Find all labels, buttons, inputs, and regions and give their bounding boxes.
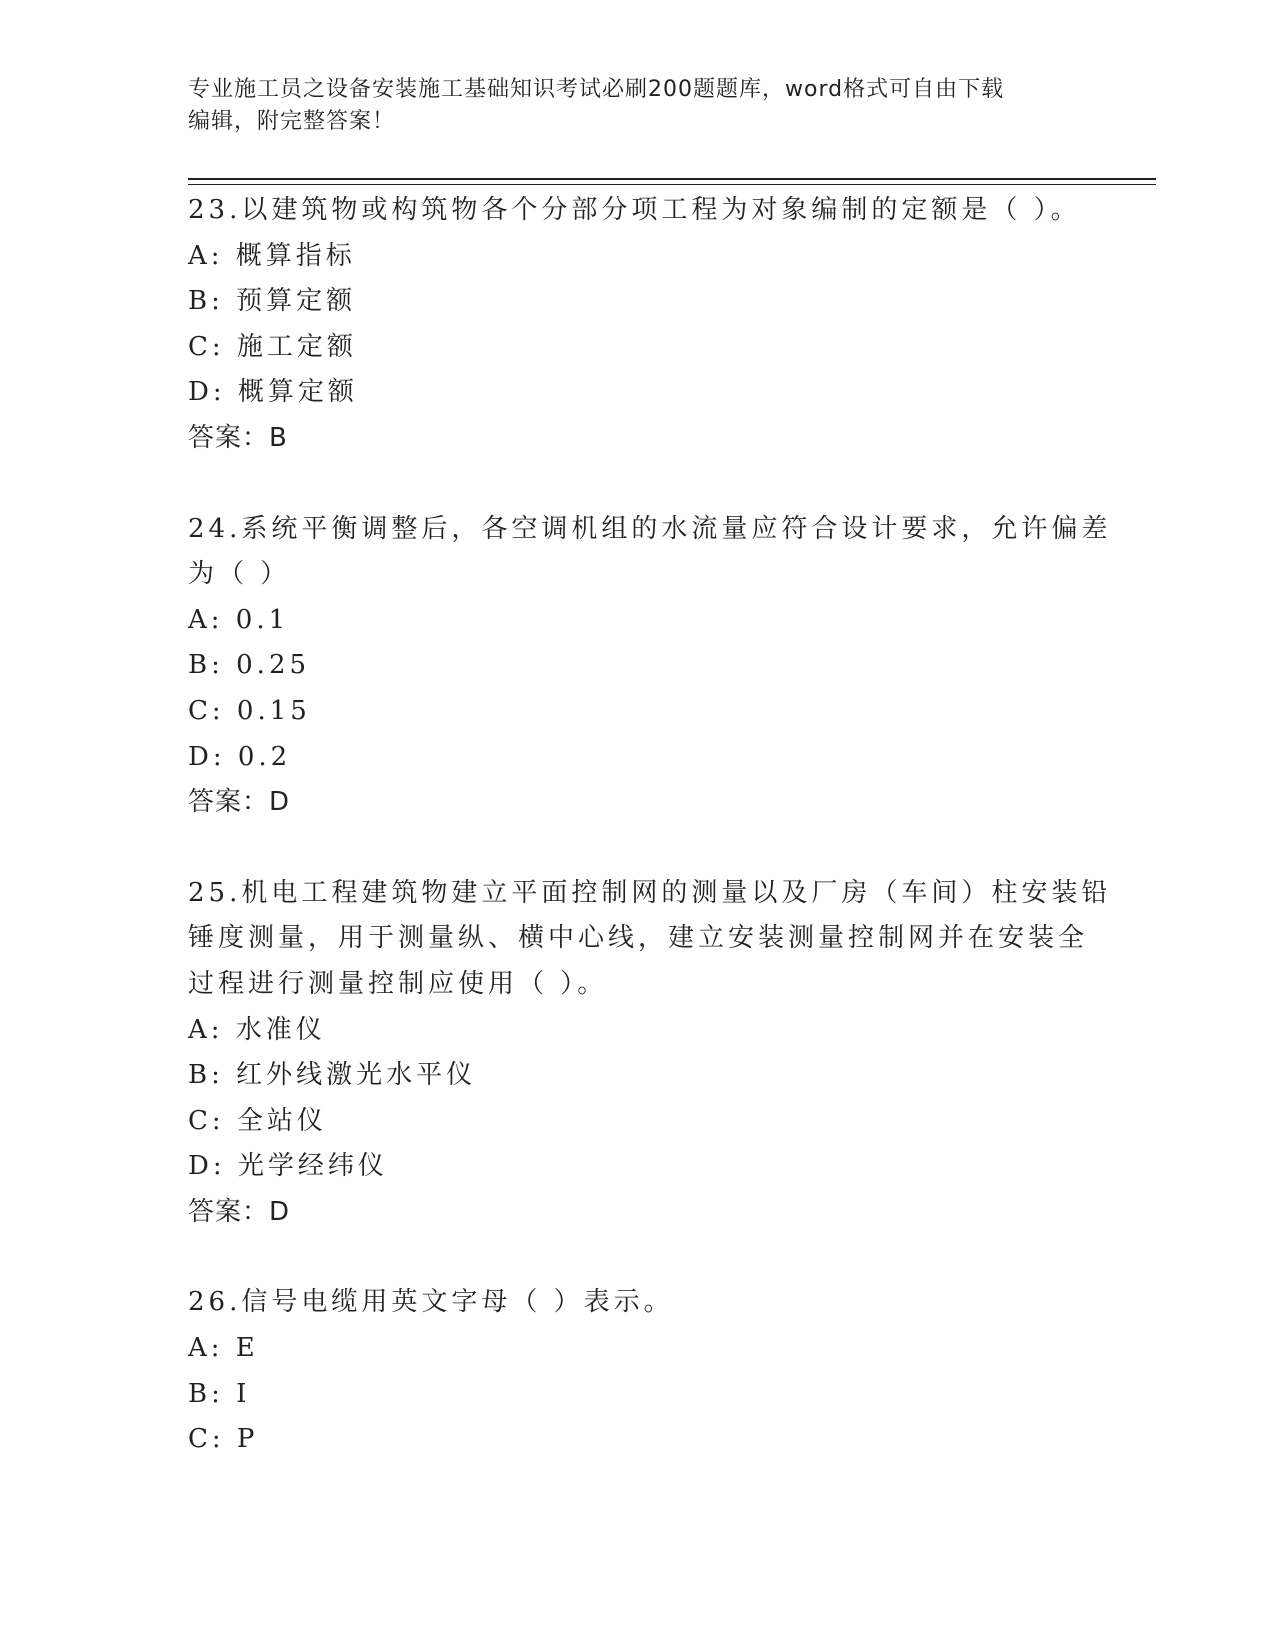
header-rule-thin [188, 184, 1156, 185]
option-d: D: 光学经纬仪 [188, 1151, 388, 1182]
answer: 答案：D [188, 1196, 291, 1227]
option-d: D: 0.2 [188, 741, 292, 772]
question-25 [188, 871, 1112, 1236]
header-line-2: 编辑，附完整答案！ [188, 109, 396, 134]
option-c: C: P [188, 1424, 259, 1455]
option-a: A: 水准仪 [188, 1014, 326, 1045]
answer: 答案：D [188, 787, 291, 818]
question-text: 过程进行测量控制应使用（ ）。 [188, 968, 608, 999]
option-b: B: 红外线激光水平仪 [188, 1060, 477, 1091]
option-d: D: 概算定额 [188, 377, 358, 408]
option-a: A: E [188, 1333, 259, 1364]
option-b: B: 0.25 [188, 650, 311, 681]
question-text: 26.信号电缆用英文字母（ ）表示。 [188, 1287, 674, 1318]
option-a: A: 0.1 [188, 604, 290, 635]
option-c: C: 0.15 [188, 695, 311, 726]
option-a: A: 概算指标 [188, 240, 356, 271]
option-c: C: 施工定额 [188, 331, 357, 362]
question-23 [188, 188, 1088, 462]
document-header [188, 74, 1068, 138]
question-text: 为（ ） [188, 559, 291, 590]
option-b: B: 预算定额 [188, 286, 357, 317]
question-text: 锤度测量，用于测量纵、横中心线，建立安装测量控制网并在安装全 [188, 923, 1089, 954]
option-c: C: 全站仪 [188, 1105, 327, 1136]
header-rule-thick [188, 178, 1156, 180]
answer: 答案：B [188, 422, 288, 453]
option-b: B: I [188, 1378, 251, 1409]
question-24 [188, 507, 1112, 826]
question-text: 25.机电工程建筑物建立平面控制网的测量以及厂房（车间）柱安装铅 [188, 877, 1112, 908]
question-text: 23.以建筑物或构筑物各个分部分项工程为对象编制的定额是（ ）。 [188, 195, 1081, 225]
question-text: 24.系统平衡调整后，各空调机组的水流量应符合设计要求，允许偏差 [188, 513, 1112, 544]
question-26 [188, 1280, 1088, 1462]
header-line-1: 专业施工员之设备安装施工基础知识考试必刷200题题库，word格式可自由下载 [188, 77, 1005, 102]
question-list [188, 188, 1112, 1508]
